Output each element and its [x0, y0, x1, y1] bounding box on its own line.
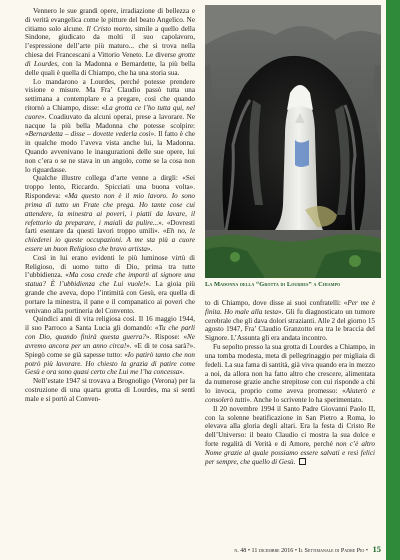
madonna-grotto-photo: [205, 5, 381, 278]
photo-caption: La Madonna della “Grotta di Lourdes” a Chiampo: [205, 281, 341, 288]
end-of-article-square-icon: [299, 458, 306, 465]
italic-text-run: Aiuterò e consolerò tutti: [205, 387, 375, 404]
italic-text-run: Per me è finita. Ho male alla testa: [205, 299, 375, 316]
text-run: ». «Dovresti farti esentare da questi lavori troppo umili». «: [25, 218, 195, 236]
text-run: , con la Madonna e Bernardette, la più bella delle quali è quella di Chiampo, che ha una storia sua.: [25, 59, 195, 77]
paragraph: [25, 174, 195, 253]
paragraph: [205, 343, 375, 405]
page-edge-accent-bar: [386, 0, 400, 560]
text-run: Il 20 novembre 1994 il Santo Padre Giovanni Paolo II, con la solenne beatificazione in San Pietro a Roma, lo elevava alla gloria degli altari. Era la festa di Cristo Re dell’Universo: il beato Claudio ci mostra la sua dolce e forte regalità di Verità e di Amore, perché: [205, 404, 375, 448]
closing-paragraph-text: [205, 405, 375, 466]
text-run: Lo mandarono a Lourdes, perché potesse prendere visione e misure. Ma Fra’ Claudio passò tutta una settimana a contemplare e a pregare, così che quando ritornò a Chiampo, disse: «: [25, 77, 195, 112]
page-footer: [205, 545, 381, 555]
text-run: Nell’estate 1947 si trovava a Brognoligo (Verona) per la costruzione di una quarta grotta di Lourdes, ma si sentì male e si portò al Conven-: [25, 377, 195, 403]
photo-illustration: [205, 5, 381, 278]
text-run: Quindici anni di vita religiosa così. Il 16 maggio 1944, il suo Parroco a Santa Lucia gli domandò: «: [25, 315, 195, 333]
text-run: ». Il fatto è che in qualche modo l’aveva vista anche lui, la Madonna. Quando avvenivano le inaugurazioni delle sue opere, lui non c’era o se ne stava in un angolo, come se la cosa non lo riguardasse.: [25, 130, 195, 174]
italic-text-run: Io patirò tanto che non potrò più lavorare. Ho chiesto la grazia di patire come Gesù e ora sono quasi certo che Lui me l’ha concessa: [25, 350, 195, 377]
italic-text-run: non c’è altro Nome grazie al quale possiamo essere salvati e resi felici per sempre, che quello di Gesù.: [205, 440, 375, 466]
text-run: ». Coadiuvato da alcuni operai, prese a lavorare. Ne nacque la più bella Madonna che potesse scolpire: «: [25, 112, 195, 139]
italic-text-run: Ne avremo ancora per un anno circa!: [25, 333, 195, 350]
text-run: ».: [179, 368, 185, 377]
italic-text-run: Tu che parli con Dio, quando finirà questa guerra?: [25, 324, 195, 342]
italic-text-run: Il Cristo morto: [86, 24, 131, 33]
closing-paragraph: [205, 405, 375, 467]
paragraph: [25, 377, 195, 403]
page-number: 15: [372, 544, 381, 554]
article-left-column: [25, 7, 195, 404]
text-run: ». «E di te cosa sarà?». Spiegò come se già sapesse tutto: «: [25, 341, 195, 359]
text-run: , simile a quello della Sindone, giudicato da molti il suo capolavoro, l’espressione dell’arte più maturo... che si trova nella chiesa dei Francescani a Vittorio Veneto. Le diverse: [25, 24, 195, 60]
text-run: Vennero le sue grandi opere, irradiazione di bellezza e di verità evangelica come le pitture del beato Angelico. Ne citiamo solo alcune.: [25, 7, 195, 33]
text-run: Fu sepolto presso la sua grotta di Lourdes a Chiampo, in una tomba modesta, meta di pellegrinaggio per migliaia di fedeli. La sua fama di santità, già viva quando era in mezzo a noi, da allora non ha fatto altro che crescere, alimentata da numerose grazie anche strepitose con cui risponde a chi lo invoca, proprio come aveva promesso: «: [205, 343, 375, 396]
paragraph: [25, 315, 195, 377]
paragraph: [25, 254, 195, 316]
text-run: ». La gioia più grande che aveva, dopo l’intimità con Gesù, era quella di portare la minestra, il pane e il companatico ai poveri che venivano alla portineria del Convento.: [25, 280, 195, 315]
italic-text-run: Ma questo non è il mio lavoro. Io sono prima di tutto un Frate che prega. Ho tante cose cui attendere, la minestra ai poveri, i piatti da lavare, il refettorio da preparare, i maiali da pulire...: [25, 192, 195, 227]
text-run: ». Rispose: «: [145, 333, 188, 342]
italic-text-run: Bernardetta – disse – dovette vederla così: [28, 130, 151, 139]
italic-text-run: La grotta ce l’ho tutta qui, nel cuore: [25, 103, 195, 121]
italic-text-run: grotte di Lourdes: [25, 51, 195, 68]
italic-text-run: Ma cosa crede che importi al signore una statua? È l’ubbidienza che Lui vuole!: [25, 271, 195, 289]
text-run: ». Anche lo scrivente lo ha sperimentato.: [246, 395, 364, 404]
paragraph: [25, 7, 195, 78]
text-run: ». Gli fu diagnosticato un tumore cerebrale che gli dava dolori strazianti. Alle 2 del giorno 15 agosto 1947, Fra’ Claudio Granzotto era tra le braccia del Signore. L’Assunta gli era andata incontro.: [205, 307, 375, 343]
footer-issue-info: n. 48 • 11 dicembre 2016 • Il Settimanale di Padre Pio •: [234, 548, 368, 554]
italic-text-run: Eh no, le chiederei io queste occupazioni. A me sta più a cuore essere un buon Religioso che bravo artista: [25, 227, 195, 253]
paragraph: [25, 78, 195, 175]
paragraph: [205, 299, 375, 343]
article-right-column: [205, 299, 375, 466]
text-run: Qualche illustre collega d’arte venne a dirgli: «Sei troppo lento, Riccardo. Spicciati una buona volta». Rispondeva: «: [25, 174, 195, 201]
text-run: Così in lui erano evidenti le più luminose virtù di Religioso, di uomo tutto di Dio, prima tra tutte l’ubbidienza. «: [25, 253, 195, 280]
text-run: to di Chiampo, dove disse ai suoi confratelli: «: [205, 299, 348, 307]
text-run: ».: [146, 244, 153, 253]
